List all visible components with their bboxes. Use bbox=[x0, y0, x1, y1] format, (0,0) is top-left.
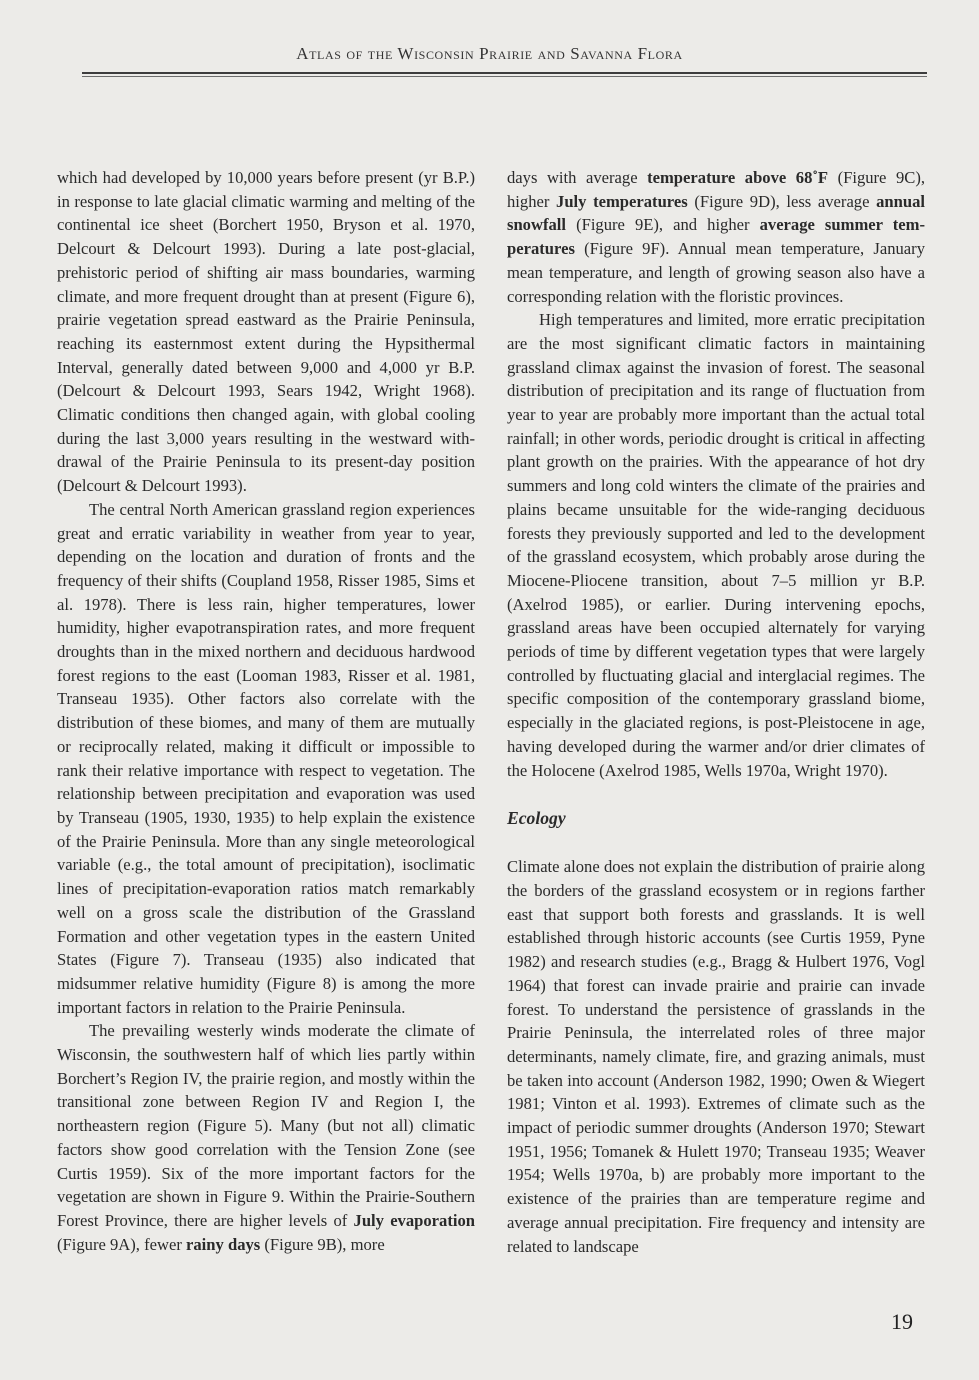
section-heading-ecology: Ecology bbox=[507, 808, 566, 829]
bold-term-rainy-days: rainy days bbox=[186, 1234, 261, 1254]
right-paragraph-1-c: (Figure 9D), less average bbox=[687, 191, 877, 211]
left-paragraph-3-text: The prevailing westerly winds moderate the climate of Wisconsin, the southwestern half of which lies partly within Borchert’s Region IV, the prairie region, and mostly within the transitional zone between Region IV and Region I, the northeastern region (Figure 5). Many (but not all) climatic factors show good correlation with the Tension Zone (see Curtis 1959). Six of the more important factors for the vegetation are shown in Figure 9. Within the Prairie-Southern Forest Province, there are higher levels of bbox=[57, 1021, 475, 1230]
right-paragraph-1-b: (Figure 9C), higher bbox=[507, 168, 925, 211]
right-paragraph-1-e: (Figure 9F). Annual mean temperature, January mean temperature, and length of growing season also have a corresponding relation with the floristic provinces. bbox=[507, 239, 925, 306]
header-rule-thin bbox=[82, 76, 927, 77]
left-paragraph-3 bbox=[57, 1019, 475, 1256]
page-number: 19 bbox=[891, 1309, 913, 1334]
left-paragraph-3-mid: (Figure 9A), fewer bbox=[57, 1234, 187, 1254]
left-paragraph-1: which had developed by 10,000 years before present (yr B.P.) in response to late glacial climatic warming and melting of the continental ice sheet (Borchert 1950, Bryson et al. 1970, Delcourt & Delcourt 1993). During a late post-glacial, prehistoric period of shifting air mass boundaries, warming climate, and more frequent drought than at present (Figure 6), prairie vegetation spread eastward as the Prairie Peninsula, reaching its easternmost extent during the Hypsithermal Interval, generally dated between 9,000 and 4,000 yr B.P. (Delcourt & Delcourt 1993, Sears 1942, Wright 1968). Climatic conditions then changed again, with global cooling during the last 3,000 years resulting in the westward withdrawal of the Prairie Peninsula to its present-day position (Delcourt & Delcourt 1993). bbox=[57, 168, 475, 496]
left-paragraph-2: The central North American grassland region experiences great and erratic variability in weather from year to year, depending on the location and duration of fronts and the frequency of their shifts (Coupland 1958, Risser 1985, Sims et al. 1978). There is less rain, higher temperatures, lower humidity, higher evapotranspiration rates, and more frequent droughts than in the mixed northern and deciduous hardwood forest regions to the east (Looman 1983, Risser et al. 1981, Transeau 1935). Other factors also correlate with the distribution of these biomes, and many of them are mutually or reciprocally related, making it difficult or impossible to rank their relative importance with respect to vegetation. The relationship between precipitation and evaporation was used by Transeau (1905, 1930, 1935) to help explain the existence of the Prairie Peninsula. More than any single meteorological variable (e.g., the total amount of precipitation), isoclimatic lines of precipitation-evaporation ratios match remarkably well on a gross scale the distribution of the Grassland Formation and other vegetation types in the eastern United States (Figure 7). Transeau (1935) also indicated that midsummer relative humidity (Figure 8) is among the more important factors in relation to the Prairie Peninsula. bbox=[57, 499, 475, 1017]
bold-term-annual-snowfall: annual snowfall bbox=[507, 191, 925, 235]
right-column bbox=[507, 166, 925, 1258]
right-paragraph-1 bbox=[507, 166, 925, 308]
bold-term-temperature: temperature above 68˚F bbox=[647, 168, 829, 187]
bold-term-july-evaporation: July evaporation bbox=[353, 1210, 475, 1230]
left-column bbox=[57, 166, 475, 1256]
right-paragraph-1-a: days with average bbox=[507, 168, 648, 187]
right-paragraph-2: High temperatures and limited, more erratic precipitation are the most significant climatic factors in maintaining grassland climax against the invasion of forest. The seasonal distribution of precipitation and its range of fluctuation from year to year are probably more important than the actual total rainfall; in other words, periodic drought is critical in affecting plant growth on the prairies. With the appearance of hot dry summers and long cold winters the climate of the prairies and plains became unsuitable for the wide-ranging deciduous forests they previously supported and led to the development of the grassland ecosystem, which probably arose during the Miocene-Pliocene transition, about 7–5 million yr B.P. (Axelrod 1985), or earlier. During intervening epochs, grassland areas have been occupied alternately for varying periods of time by different vegetation types that were largely controlled by fluctuating glacial and interglacial regimes. The specific composition of the contemporary grassland biome, especially in the glaciated regions, is post-Pleistocene in age, having developed during the warmer and/or drier climates of the Holocene (Axelrod 1985, Wells 1970a, Wright 1970). bbox=[507, 310, 925, 780]
left-paragraph-3-end: (Figure 9B), more bbox=[260, 1234, 385, 1254]
header-rule-thick bbox=[82, 72, 927, 74]
running-header: Atlas of the Wisconsin Prairie and Savanna Flora bbox=[296, 44, 683, 63]
right-paragraph-1-d: (Figure 9E), and higher bbox=[566, 215, 760, 235]
bold-term-july-temperatures: July temperatures bbox=[556, 191, 688, 211]
right-paragraph-3: Climate alone does not explain the distribution of prairie along the borders of the grassland ecosystem or in regions farther east that support both forests and grasslands. It is well established through historic accounts (see Curtis 1959, Pyne 1982) and research studies (e.g., Bragg & Hulbert 1976, Vogl 1964) that forest can invade prairie and prairie can invade forest. To understand the persistence of grasslands in the Prairie Peninsula, the interrelated roles of three major determinants, namely climate, fire, and grazing animals, must be taken into account (Anderson 1982, 1990; Owen & Wiegert 1981; Vinton et al. 1993). Extremes of climate such as the impact of periodic summer droughts (Anderson 1970; Stewart 1951, 1956; Tomanek & Hulett 1970; Transeau 1935; Weaver 1954; Wells 1970a, b) are probably more important to the existence of the prairies than are temperature regime and average annual precipitation. Fire frequency and intensity are related to landscape bbox=[507, 857, 925, 1256]
bold-term-summer-temperatures: average summer temperatures bbox=[507, 215, 925, 259]
